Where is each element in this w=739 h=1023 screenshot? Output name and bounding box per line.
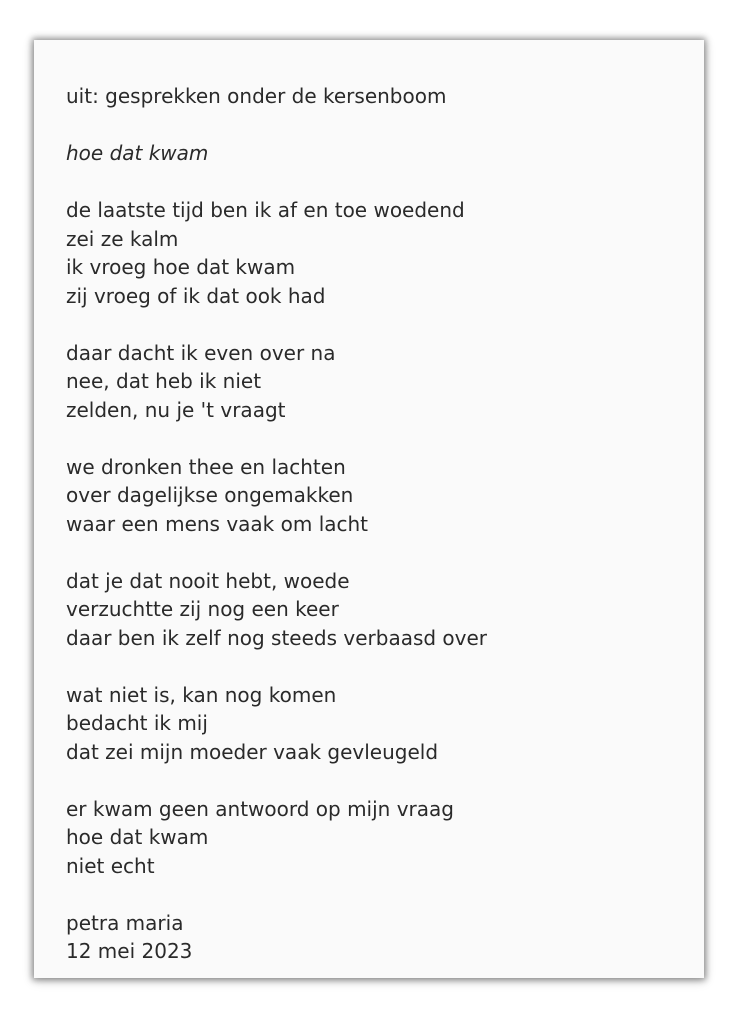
poem-line: waar een mens vaak om lacht xyxy=(66,511,369,536)
poem-line: wat niet is, kan nog komen xyxy=(66,682,337,707)
stanza-3 xyxy=(66,453,684,539)
poem-line: bedacht ik mij xyxy=(66,711,208,735)
poem-line: de laatste tijd ben ik af en toe woedend xyxy=(66,198,465,222)
spacer xyxy=(66,880,684,909)
spacer xyxy=(66,538,684,567)
poem-line: ik vroeg hoe dat kwam xyxy=(66,255,296,279)
poem-line: hoe dat kwam xyxy=(66,825,209,849)
poem-line: verzuchtte zij nog een keer xyxy=(66,597,339,621)
spacer xyxy=(66,168,684,197)
spacer xyxy=(66,424,684,453)
poem-line: over dagelijkse ongemakken xyxy=(66,483,354,507)
poem-date: 12 mei 2023 xyxy=(66,939,193,963)
stanza-2 xyxy=(66,339,684,425)
poem-line: dat zei mijn moeder vaak gevleugeld xyxy=(66,739,439,764)
stanza-5 xyxy=(66,681,684,767)
poem-line: daar ben ik zelf nog steeds verbaasd over xyxy=(66,625,488,650)
poem-title: hoe dat kwam xyxy=(66,141,209,165)
poem-line: nee, dat heb ik niet xyxy=(66,369,262,393)
poem-author: petra maria xyxy=(66,910,184,935)
stanza-4 xyxy=(66,567,684,653)
poem-line: daar dacht ik even over na xyxy=(66,340,336,365)
spacer xyxy=(66,310,684,339)
poem-source: uit: gesprekken onder de kersenboom xyxy=(66,84,447,108)
stanza-6 xyxy=(66,795,684,881)
poem-line: dat je dat nooit hebt, woede xyxy=(66,568,350,593)
poem-line: niet echt xyxy=(66,853,155,878)
poem-line: er kwam geen antwoord op mijn vraag xyxy=(66,796,454,821)
poem-line: we dronken thee en lachten xyxy=(66,454,346,479)
poem-line: zei ze kalm xyxy=(66,226,179,251)
spacer xyxy=(66,766,684,795)
spacer xyxy=(66,111,684,140)
poem-line: zelden, nu je 't vraagt xyxy=(66,397,286,422)
stanza-1 xyxy=(66,196,684,310)
poem-card xyxy=(34,40,704,978)
poem-line: zij vroeg of ik dat ook had xyxy=(66,283,326,308)
spacer xyxy=(66,652,684,681)
poem-content xyxy=(66,82,684,966)
